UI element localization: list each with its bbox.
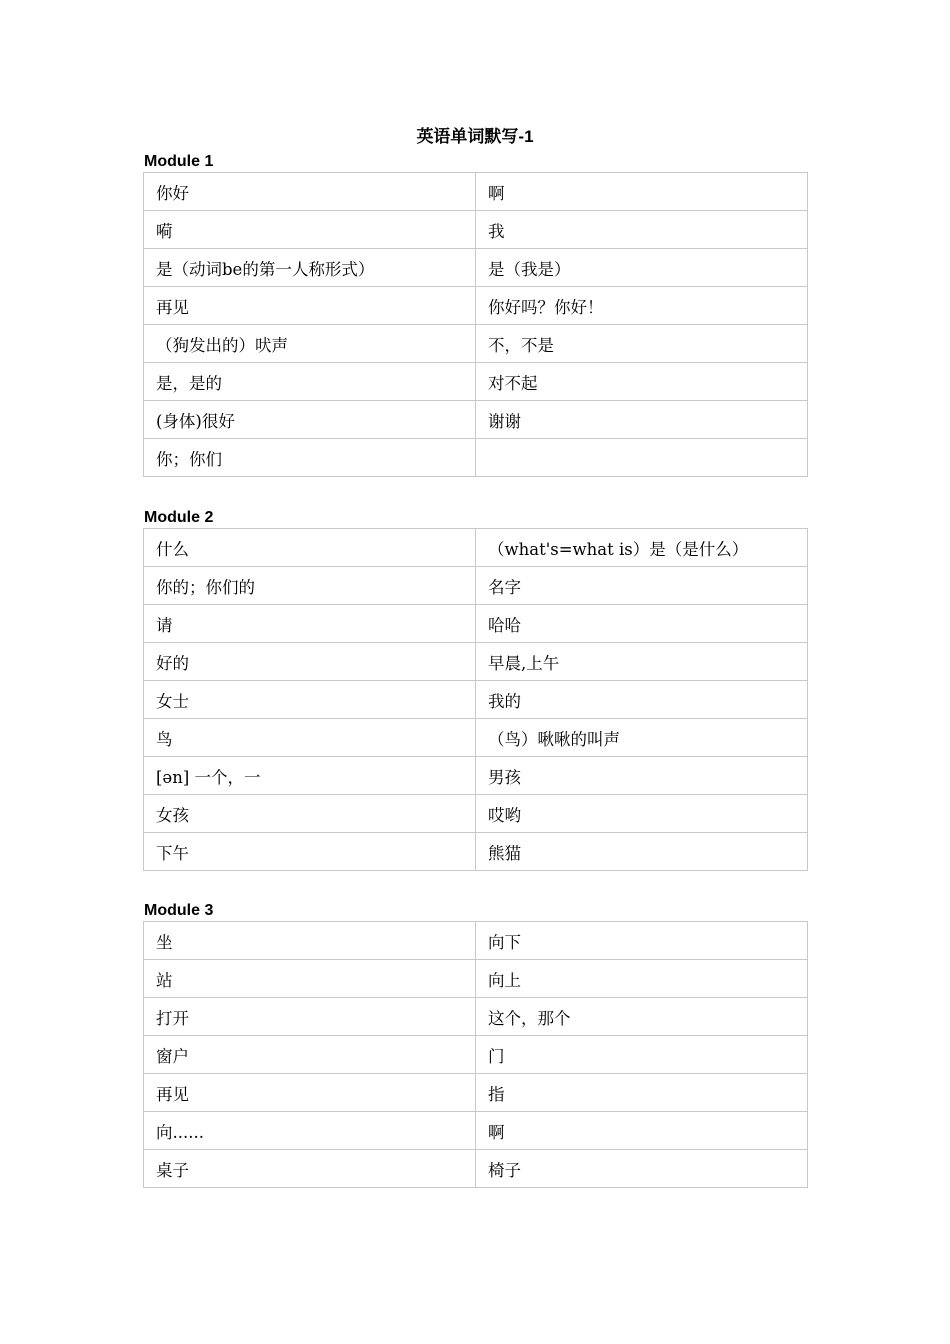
table-cell: 你的；你们的 <box>144 567 476 605</box>
table-row <box>144 922 808 960</box>
table-cell: [ən] 一个，一 <box>144 757 476 795</box>
table-cell: 你好 <box>144 173 476 211</box>
module-heading: Module 1 <box>144 153 214 170</box>
table-cell: （what's=what is）是（是什么） <box>476 529 808 567</box>
table-row <box>144 211 808 249</box>
table-cell: 是，是的 <box>144 363 476 401</box>
table-row <box>144 1074 808 1112</box>
table-cell: 好的 <box>144 643 476 681</box>
table-cell: 啊 <box>476 1112 808 1150</box>
table-cell: 桌子 <box>144 1150 476 1188</box>
table-row <box>144 363 808 401</box>
table-cell: 门 <box>476 1036 808 1074</box>
table-cell: 站 <box>144 960 476 998</box>
table-row <box>144 287 808 325</box>
table-cell: 熊猫 <box>476 833 808 871</box>
table-cell: 是（动词be的第一人称形式） <box>144 249 476 287</box>
table-cell: 打开 <box>144 998 476 1036</box>
table-cell: 女士 <box>144 681 476 719</box>
table-row <box>144 249 808 287</box>
table-cell: 早晨,上午 <box>476 643 808 681</box>
table-cell: 什么 <box>144 529 476 567</box>
module-1-section <box>143 152 806 477</box>
table-cell: 名字 <box>476 567 808 605</box>
table-cell: 嗬 <box>144 211 476 249</box>
table-cell: (身体)很好 <box>144 401 476 439</box>
table-cell <box>476 439 808 477</box>
module-3-section <box>143 901 806 1188</box>
table-row <box>144 325 808 363</box>
table-cell: 再见 <box>144 287 476 325</box>
table-cell: 下午 <box>144 833 476 871</box>
table-cell: 谢谢 <box>476 401 808 439</box>
table-cell: 向...... <box>144 1112 476 1150</box>
table-row <box>144 567 808 605</box>
table-row <box>144 960 808 998</box>
table-cell: 鸟 <box>144 719 476 757</box>
table-cell: 哎哟 <box>476 795 808 833</box>
table-cell: 窗户 <box>144 1036 476 1074</box>
table-cell: 向下 <box>476 922 808 960</box>
table-row <box>144 605 808 643</box>
table-cell: 你；你们 <box>144 439 476 477</box>
table-cell: 这个，那个 <box>476 998 808 1036</box>
table-cell: 不，不是 <box>476 325 808 363</box>
table-row <box>144 401 808 439</box>
table-cell: 我 <box>476 211 808 249</box>
vocabulary-table <box>143 921 808 1188</box>
table-row <box>144 173 808 211</box>
table-row <box>144 795 808 833</box>
table-row <box>144 681 808 719</box>
table-cell: （狗发出的）吠声 <box>144 325 476 363</box>
table-row <box>144 529 808 567</box>
module-heading: Module 2 <box>144 509 214 526</box>
table-cell: 指 <box>476 1074 808 1112</box>
table-cell: 请 <box>144 605 476 643</box>
table-cell: 对不起 <box>476 363 808 401</box>
table-cell: 是（我是） <box>476 249 808 287</box>
table-row <box>144 1036 808 1074</box>
table-cell: 你好吗？你好！ <box>476 287 808 325</box>
table-cell: 椅子 <box>476 1150 808 1188</box>
vocabulary-table <box>143 528 808 871</box>
table-cell: 女孩 <box>144 795 476 833</box>
table-cell: 再见 <box>144 1074 476 1112</box>
table-row <box>144 998 808 1036</box>
table-cell: 啊 <box>476 173 808 211</box>
table-row <box>144 719 808 757</box>
vocabulary-table <box>143 172 808 477</box>
module-heading: Module 3 <box>144 902 214 919</box>
table-cell: 我的 <box>476 681 808 719</box>
table-cell: 哈哈 <box>476 605 808 643</box>
table-row <box>144 757 808 795</box>
table-cell: 男孩 <box>476 757 808 795</box>
table-cell: 坐 <box>144 922 476 960</box>
table-cell: 向上 <box>476 960 808 998</box>
table-row <box>144 439 808 477</box>
table-row <box>144 1150 808 1188</box>
table-cell: （鸟）啾啾的叫声 <box>476 719 808 757</box>
page-title: 英语单词默写-1 <box>416 127 534 146</box>
module-2-section <box>143 508 806 871</box>
table-row <box>144 1112 808 1150</box>
table-row <box>144 833 808 871</box>
table-row <box>144 643 808 681</box>
